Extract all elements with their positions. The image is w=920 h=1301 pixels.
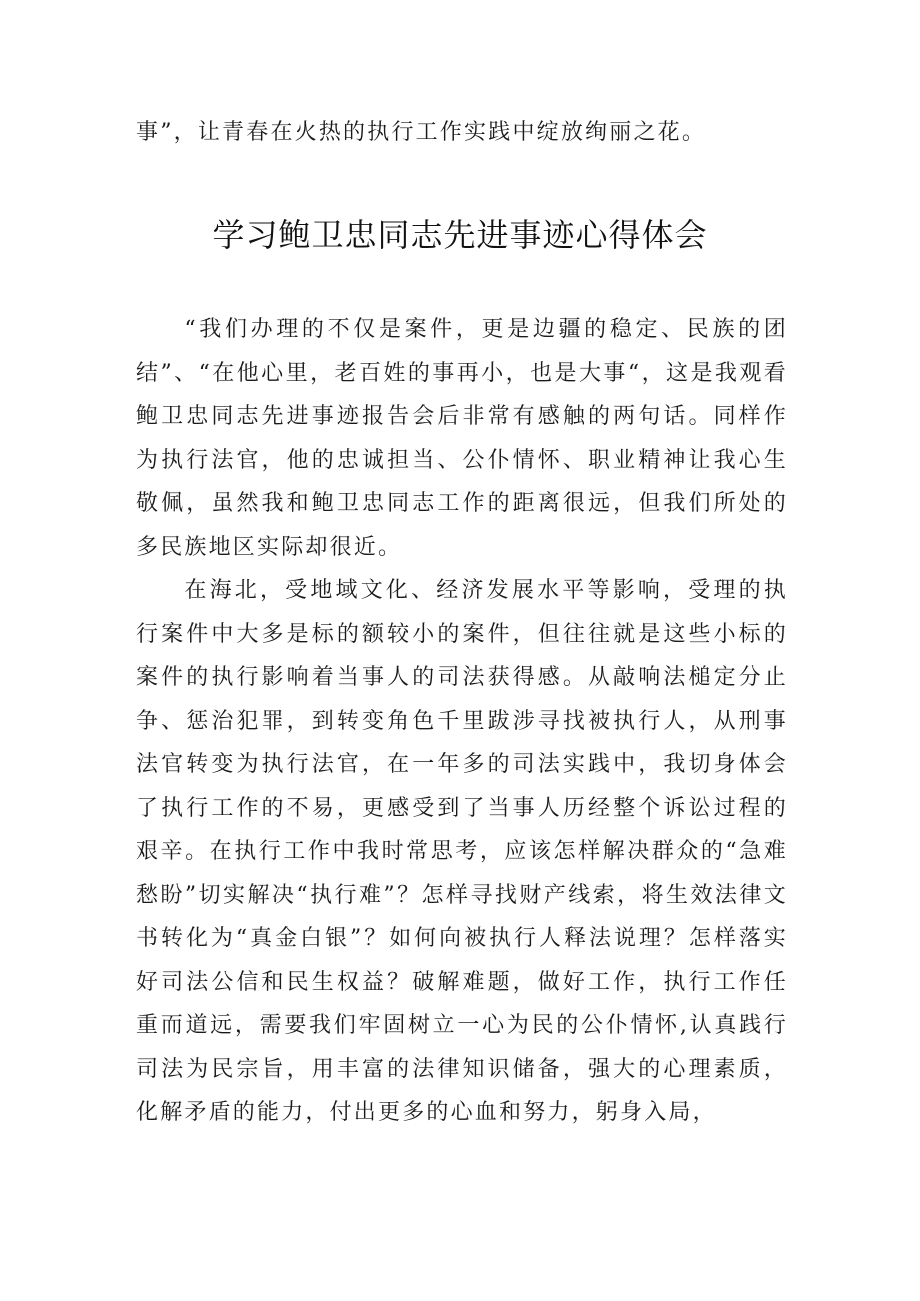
document-body	[136, 308, 788, 1135]
paragraph-2: 在海北，受地域文化、经济发展水平等影响，受理的执行案件中大多是标的额较小的案件，但往往就是这些小标的案件的执行影响着当事人的司法获得感。从敲响法槌定分止争、惩治犯罪，到转变角色千里跋涉寻找被执行人，从刑事法官转变为执行法官，在一年多的司法实践中，我切身体会了执行工作的不易，更感受到了当事人历经整个诉讼过程的艰辛。在执行工作中我时常思考，应该怎样解决群众的“急难愁盼”切实解决“执行难”？怎样寻找财产线索，将生效法律文书转化为“真金白银”？如何向被执行人释法说理？怎样落实好司法公信和民生权益？破解难题，做好工作，执行工作任重而道远，需要我们牢固树立一心为民的公仆情怀,认真践行司法为民宗旨，用丰富的法律知识储备，强大的心理素质，化解矛盾的能力，付出更多的心血和努力，躬身入局，	[136, 578, 788, 1125]
paragraph-1: “我们办理的不仅是案件，更是边疆的稳定、民族的团结”、“在他心里，老百姓的事再小，也是大事“，这是我观看鲍卫忠同志先进事迹报告会后非常有感触的两句话。同样作为执行法官，他的忠诚担当、公仆情怀、职业精神让我心生敬佩，虽然我和鲍卫忠同志工作的距离很远，但我们所处的多民族地区实际却很近。	[136, 317, 788, 560]
document-title: 学习鲍卫忠同志先进事迹心得体会	[212, 216, 708, 254]
continued-paragraph-line: 事”，让青春在火热的执行工作实践中绽放绚丽之花。	[136, 120, 707, 145]
